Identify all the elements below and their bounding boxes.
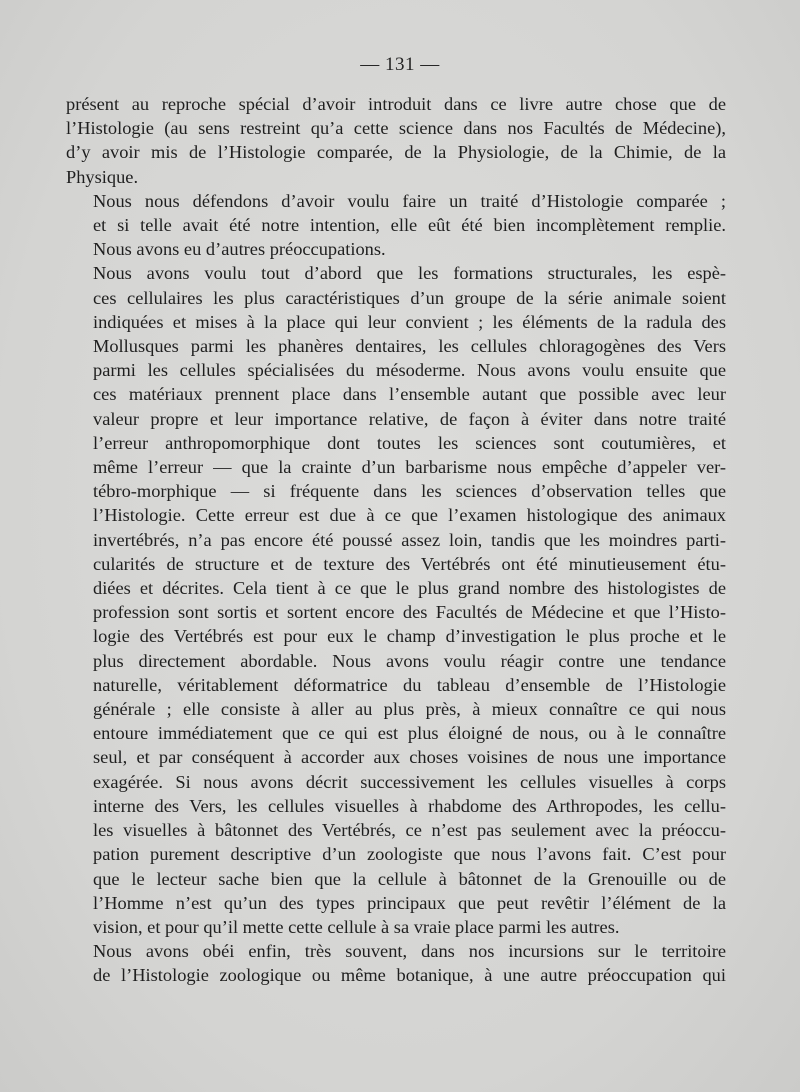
paragraph — [66, 939, 726, 987]
text-line: Nous avons eu d’autres préoccupations. — [93, 239, 386, 260]
text-line: seul, et par conséquent à accorder aux choses voisines de nous une importance — [93, 747, 726, 768]
text-line: que le lecteur sache bien que la cellule à bâtonnet de la Grenouille ou de — [93, 868, 726, 889]
text-line: Mollusques parmi les phanères dentaires, les cellules chloragogènes des Vers — [93, 336, 726, 357]
text-line: l’Histologie. Cette erreur est due à ce que l’examen histologique des animaux — [93, 505, 726, 526]
text-line: valeur propre et leur importance relative, de façon à éviter dans notre traité — [93, 408, 726, 429]
text-line: cularités de structure et de texture des Vertébrés ont été minutieusement étu- — [93, 553, 726, 574]
text-line: ces matériaux prennent place dans l’ensemble autant que possible avec leur — [93, 384, 726, 405]
text-line: logie des Vertébrés est pour eux le champ d’investigation le plus proche et le — [93, 626, 726, 647]
text-line: Nous avons voulu tout d’abord que les formations structurales, les espè- — [93, 263, 726, 284]
text-line: l’erreur anthropomorphique dont toutes les sciences sont coutumières, et — [93, 432, 726, 453]
text-line: entoure immédiatement que ce qui est plus éloigné de nous, ou à le connaître — [93, 723, 726, 744]
text-line: naturelle, véritablement déformatrice du tableau d’ensemble de l’Histologie — [93, 674, 726, 695]
paragraph — [66, 261, 726, 939]
body-text — [66, 92, 726, 988]
text-line: même l’erreur — que la crainte d’un barbarisme nous empêche d’appeler ver- — [93, 457, 726, 478]
text-line: profession sont sortis et sortent encore des Facultés de Médecine et que l’Histo- — [93, 602, 726, 623]
text-line: tébro-morphique — si fréquente dans les sciences d’observation telles que — [93, 481, 726, 502]
text-line: d’y avoir mis de l’Histologie comparée, de la Physiologie, de la Chimie, de la — [66, 142, 726, 163]
text-line: ces cellulaires les plus caractéristiques d’un groupe de la série animale soient — [93, 287, 726, 308]
paragraph — [66, 189, 726, 262]
text-line: interne des Vers, les cellules visuelles à rhabdome des Arthropodes, les cellu- — [93, 795, 726, 816]
text-line: l’Homme n’est qu’un des types principaux que peut revêtir l’élément de la — [93, 892, 726, 913]
text-line: Nous nous défendons d’avoir voulu faire un traité d’Histologie comparée ; — [93, 190, 726, 211]
text-line: l’Histologie (au sens restreint qu’a cette science dans nos Facultés de Médecine), — [66, 118, 726, 139]
text-line: et si telle avait été notre intention, elle eût été bien incomplètement remplie. — [93, 215, 726, 236]
text-line: de l’Histologie zoologique ou même botanique, à une autre préoccupation qui — [93, 965, 726, 986]
page-number: — 131 — — [360, 54, 440, 75]
text-line: invertébrés, n’a pas encore été poussé assez loin, tandis que les moindres parti- — [93, 529, 726, 550]
text-line: parmi les cellules spécialisées du mésoderme. Nous avons voulu ensuite que — [93, 360, 726, 381]
text-line: plus directement abordable. Nous avons voulu réagir contre une tendance — [93, 650, 726, 671]
text-line: Nous avons obéi enfin, très souvent, dans nos incursions sur le territoire — [93, 941, 726, 962]
text-line: vision, et pour qu’il mette cette cellule à sa vraie place parmi les autres. — [93, 916, 620, 937]
text-line: les visuelles à bâtonnet des Vertébrés, ce n’est pas seulement avec la préoccu- — [93, 820, 726, 841]
text-line: Physique. — [66, 166, 139, 187]
text-line: exagérée. Si nous avons décrit successivement les cellules visuelles à corps — [93, 771, 726, 792]
text-line: présent au reproche spécial d’avoir introduit dans ce livre autre chose que de — [66, 94, 726, 114]
paragraph — [66, 92, 726, 189]
text-line: générale ; elle consiste à aller au plus près, à mieux connaître ce qui nous — [93, 699, 726, 720]
text-line: indiquées et mises à la place qui leur convient ; les éléments de la radula des — [93, 311, 726, 332]
text-line: pation purement descriptive d’un zoologiste que nous l’avons fait. C’est pour — [93, 844, 726, 865]
text-line: diées et décrites. Cela tient à ce que le plus grand nombre des histologistes de — [93, 578, 726, 599]
